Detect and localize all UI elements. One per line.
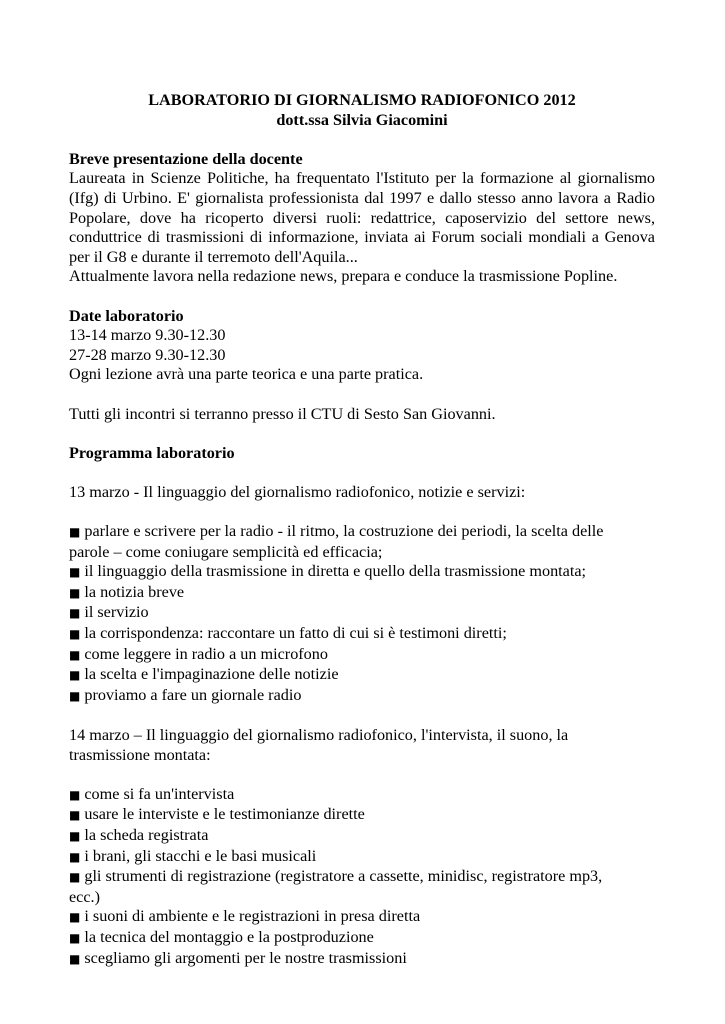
bullet-square-icon: ■ [69, 951, 81, 966]
list-item [69, 583, 655, 604]
spacer [69, 385, 655, 405]
session-title: 14 marzo – Il linguaggio del giornalismo radiofonico, l'intervista, il suono, la trasmissione montata: [69, 726, 569, 764]
list-item [69, 522, 639, 562]
list-item-text: come leggere in radio a un microfono [84, 644, 328, 663]
bullet-square-icon: ■ [69, 930, 81, 945]
list-item-text: come si fa un'intervista [84, 784, 235, 803]
dates-line: Ogni lezione avrà una parte teorica e una parte pratica. [69, 365, 424, 384]
list-item-text: gli strumenti di registrazione (registratore a cassette, minidisc, registratore mp3, ecc.) [69, 867, 603, 906]
list-item-text: la tecnica del montaggio e la postproduzione [84, 927, 374, 946]
list-item-text: la notizia breve [84, 582, 185, 601]
list-item-text: la scelta e l'impaginazione delle notizie [84, 665, 339, 684]
list-item-text: proviamo a fare un giornale radio [84, 685, 302, 704]
dates-heading: Date laboratorio [69, 306, 184, 325]
bullet-square-icon: ■ [69, 787, 81, 802]
list-item-text: la corrispondenza: raccontare un fatto di cui si è testimoni diretti; [84, 624, 507, 643]
session-title: 13 marzo - Il linguaggio del giornalismo radiofonico, notizie e servizi: [69, 482, 526, 501]
list-item-text: il linguaggio della trasmissione in diretta e quello della trasmissione montata; [84, 562, 587, 581]
document-subtitle: dott.ssa Silvia Giacomini [276, 110, 448, 129]
list-item-text: scegliamo gli argomenti per le nostre trasmissioni [84, 948, 407, 967]
bio-current-role: Attualmente lavora nella redazione news, prepara e conduce la trasmissione Popline. [69, 267, 618, 286]
bullet-square-icon: ■ [69, 688, 81, 703]
bullet-square-icon: ■ [69, 606, 81, 621]
list-item-text: i brani, gli stacchi e le basi musicali [84, 846, 317, 865]
bullet-square-icon: ■ [69, 828, 81, 843]
list-item [69, 949, 655, 970]
spacer [69, 424, 655, 444]
bullet-square-icon: ■ [69, 525, 81, 540]
spacer [69, 287, 655, 307]
spacer [69, 463, 655, 483]
list-item-text: parlare e scrivere per la radio - il ritmo, la costruzione dei periodi, la scelta delle parole – come coniugare semplicità ed efficacia; [69, 522, 604, 561]
list-item [69, 867, 629, 907]
list-item [69, 805, 655, 826]
list-item-text: la scheda registrata [84, 825, 209, 844]
list-item [69, 603, 655, 624]
bullet-square-icon: ■ [69, 849, 81, 864]
list-item [69, 826, 655, 847]
bullet-square-icon: ■ [69, 647, 81, 662]
dates-line: 27-28 marzo 9.30-12.30 [69, 345, 226, 364]
list-item [69, 645, 655, 666]
bullet-square-icon: ■ [69, 910, 81, 925]
bullet-square-icon: ■ [69, 808, 81, 823]
list-item-text: usare le interviste e le testimonianze dirette [84, 805, 365, 824]
bio-heading: Breve presentazione della docente [69, 149, 303, 168]
list-item-text: i suoni di ambiente e le registrazioni in presa diretta [84, 907, 421, 926]
list-item [69, 624, 655, 645]
session-items-list [69, 522, 655, 706]
spacer [69, 765, 655, 785]
location-text: Tutti gli incontri si terranno presso il CTU di Sesto San Giovanni. [69, 404, 496, 423]
document-title: LABORATORIO DI GIORNALISMO RADIOFONICO 2012 [148, 91, 576, 109]
spacer [69, 130, 655, 150]
bio-paragraph: Laureata in Scienze Politiche, ha frequentato l'Istituto per la formazione al giornalismo (Ifg) di Urbino. E' giornalista professionista dal 1997 e dallo stesso anno lavora a Radio Popolare, dove ha ricoperto diversi ruoli: redattrice, caposervizio del settore news, conduttrice di trasmissioni di informazione, inviata ai Forum sociali mondiali a Genova per il G8 e durante il terremoto dell'Aquila... [69, 169, 655, 266]
session-items-list [69, 785, 655, 969]
spacer [69, 502, 655, 522]
list-item-text: il servizio [84, 603, 149, 622]
list-item [69, 665, 655, 686]
list-item [69, 847, 655, 868]
list-item [69, 928, 655, 949]
list-item [69, 562, 655, 583]
spacer [69, 706, 655, 726]
bullet-square-icon: ■ [69, 668, 81, 683]
bullet-square-icon: ■ [69, 565, 81, 580]
list-item [69, 907, 655, 928]
list-item [69, 785, 655, 806]
list-item [69, 686, 655, 707]
bullet-square-icon: ■ [69, 585, 81, 600]
bullet-square-icon: ■ [69, 627, 81, 642]
dates-line: 13-14 marzo 9.30-12.30 [69, 326, 226, 345]
bullet-square-icon: ■ [69, 870, 81, 885]
document-page [69, 91, 655, 969]
program-heading: Programma laboratorio [69, 443, 235, 462]
